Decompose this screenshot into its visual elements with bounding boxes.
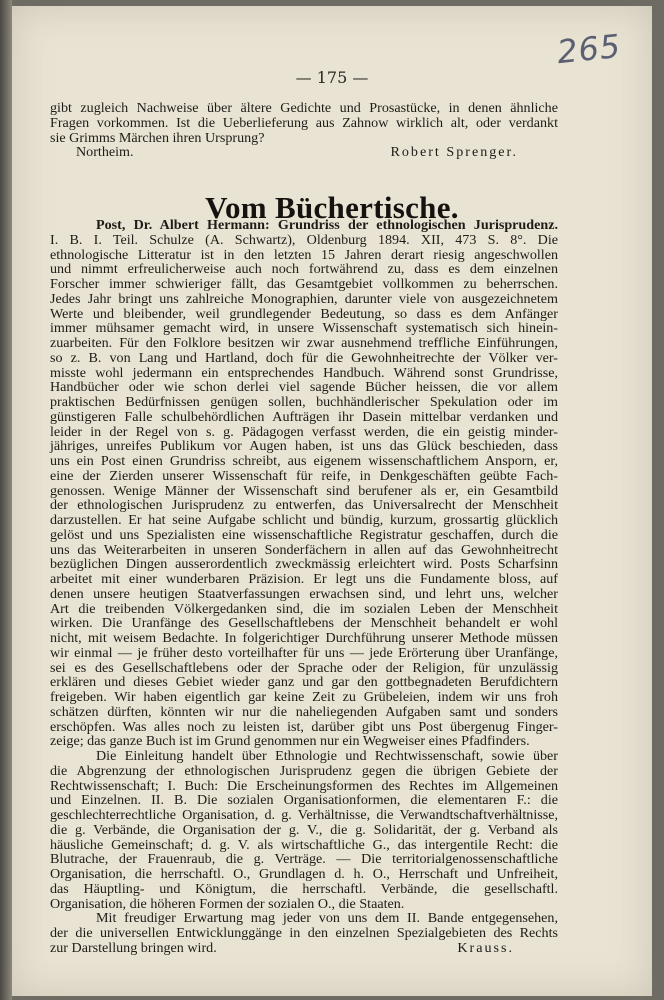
text-line: misste wohl jedermann ein entsprechendes Handbuch. Während sonst Grundrisse, xyxy=(50,364,558,381)
text-line: zuarbeiten. Für den Folklore besitzen wir zwar ausnehmend treffliche Einführungen, xyxy=(50,335,558,351)
text-line: praktischen Bedürfnissen genügen sollen, buchhändlerischer Spekulation oder im xyxy=(50,394,558,410)
text-line: uns das Weiterarbeiten in unseren Sonderfächern in allen auf das Gewohnheitrecht xyxy=(50,541,558,558)
review-citation: Post, Dr. Albert Hermann: Grundriss der ethnologischen Jurisprudenz. xyxy=(96,217,558,233)
text-line: gibt zugleich Nachweise über ältere Gedichte und Prosastücke, in denen ähnliche xyxy=(50,100,558,116)
text-line: der ethnologischen Jurisprudenz zu entwerfen, das Universalrecht der Menschheit xyxy=(50,497,558,514)
text-line: Handbücher oder wie schon derlei viel sagende Bücher heissen, die vor allem xyxy=(50,379,558,396)
text-line: Rechtwissenschaft; I. Buch: Die Erscheinungsformen des Rechtes im Allgemeinen xyxy=(50,777,558,794)
text-line: geschlechterrechtliche Organisation, d. g. Verhältnisse, die Verwandtschaftverhältnisse, xyxy=(50,807,558,823)
book-spine xyxy=(0,0,12,1000)
text-line: ethnologische Litteratur ist in den letzten 15 Jahren derart riesig angeschwollen xyxy=(50,246,558,263)
text-line: I. B. I. Teil. Schulze (A. Schwartz), Oldenburg 1894. XII, 473 S. 8°. Die xyxy=(50,231,558,248)
text-line: Forscher immer schwieriger fällt, das Gesamtgebiet vollkommen zu beherrschen. xyxy=(50,276,558,292)
handwritten-page-number: 265 xyxy=(555,26,623,72)
text-line: wirken. Die Uranfänge des Gesellschaftlebens der Menschheit behandelt er wohl xyxy=(50,615,558,632)
section-heading: Vom Büchertische. xyxy=(205,190,459,225)
text-line: das Häuptling- und Königtum, die herrschaftl. Verbände, die gesellschaftl. xyxy=(50,880,558,897)
text-line: Blutrache, der Frauenraub, die g. Verträge. — Die territorialgenossenschaftliche xyxy=(50,851,558,868)
text-line: zeige; das ganze Buch ist im Grund genommen nur ein Wegweiser eines Pfadfinders. xyxy=(50,733,530,750)
text-line: Werte und bleibender, weil grundlegender Bedeutung, so dass es dem Anfänger xyxy=(50,305,558,322)
text-line: nicht, mit weisem Bedachte. In folgerichtiger Durchführung unserer Methode müssen xyxy=(50,630,558,646)
text-line: der die universellen Entwicklunggänge in den einzelnen Spezialgebieten des Rechts xyxy=(50,925,558,941)
text-line: die Abgrenzung der ethnologischen Jurisprudenz gegen die übrigen Gebiete der xyxy=(50,762,558,779)
text-line: jähriges, unreifes Publikum vor Augen haben, ist uns das Glück beschieden, dass xyxy=(50,438,558,455)
text-line: Jedes Jahr bringt uns zahlreiche Monographien, darunter viele von ausgezeichnetem xyxy=(50,290,558,307)
text-line: Organisation, die höheren Formen der sozialen O., die Staaten. xyxy=(50,895,405,912)
closing-row xyxy=(50,941,558,956)
text-line: häusliche Gemeinschaft; d. g. V. als wirtschaftliche G., das intergentile Recht: die xyxy=(50,836,558,853)
review-body xyxy=(50,218,558,956)
intro-paragraph xyxy=(50,101,558,160)
text-line: die g. Verbände, die Organisation der g. V., die g. Solidarität, der g. Verband als xyxy=(50,821,558,838)
reviewer-signature: Krauss. xyxy=(457,939,514,956)
text-line: sei es des Gesellschaftlebens oder der Sprache oder der Religion, für unzulässig xyxy=(50,659,558,676)
text-line: so z. B. von Lang und Hartland, doch für die Gewohnheitrechte der Völker ver- xyxy=(50,349,558,366)
text-line: erschöpfen. Was alles noch zu leisten ist, darüber gibt uns Post übergenug Finger- xyxy=(50,718,558,735)
place-name: Northeim. xyxy=(76,144,134,161)
text-line: darzustellen. Er hat seine Aufgabe schlicht und bündig, kurzum, grossartig glücklich xyxy=(50,512,558,528)
text-line: uns ein Post einen Grundriss schreibt, aus eigenem wissenschaftlichem Ansporn, er, xyxy=(50,453,558,469)
author-signature: Robert Sprenger. xyxy=(390,144,518,161)
text-line: gelöst und uns Spezialisten eine wissenschaftliche Registratur geschaffen, durch die xyxy=(50,526,558,543)
text-line: günstigeren Falle schulbehördlichen Aufträgen ihr Dasein mittelbar verdanken und xyxy=(50,408,558,425)
text-line: wir einmal — je früher desto vorteilhafter für uns — jede Erörterung über Uranfänge, xyxy=(50,644,558,661)
text-line: schätzen dürften, könnten wir nur die naheliegenden Aufgaben samt und sonders xyxy=(50,703,558,720)
text-line: erklären und dieses Gebiet wieder ganz und gar den gottbegnadeten Berufdichtern xyxy=(50,674,558,691)
text-line: genossen. Wenige Männer der Wissenschaft sind berufener als er, ein Gesamtbild xyxy=(50,482,558,499)
text-line: und Einzelnen. II. B. Die sozialen Organisationformen, die elementaren F.: die xyxy=(50,792,558,809)
text-line: Organisation, die herrschaftl. O., Grundlagen d. h. O., Herrschaft und Unfreiheit, xyxy=(50,866,558,882)
text-line: Art die treibenden Völkergedanken sind, die im sozialen Leben der Menschheit xyxy=(50,600,558,617)
text-line: sie Grimms Märchen ihren Ursprung? xyxy=(50,129,265,146)
text-line: denen unsere heutigen Staatverfassungen erwachsen sind, und lehrt uns, welcher xyxy=(50,585,558,602)
text-line: Mit freudiger Erwartung mag jeder von uns dem II. Bande entgegensehen, xyxy=(96,910,558,927)
text-line: immer mühsamer gemacht wird, in unsere Wissenschaft systematisch sich hinein- xyxy=(50,320,558,337)
text-line: arbeitet mit einer wunderbaren Präzision. Er legt uns die Fundamente bloss, auf xyxy=(50,571,558,587)
text-line: freigeben. Wir haben eigentlich gar keine Zeit zu Grübeleien, indem wir uns froh xyxy=(50,689,558,705)
signature-row xyxy=(50,145,558,160)
text-line: zur Darstellung bringen wird. xyxy=(50,939,217,956)
text-line: bezüglichen Dingen ausserordentlich zweckmässig erleichtert wird. Posts Scharfsinn xyxy=(50,556,558,573)
text-line: leider in der Regel von s. g. Pädagogen verfasst werden, die ein geistig minder- xyxy=(50,423,558,440)
text-line: Die Einleitung handelt über Ethnologie und Rechtwissenschaft, sowie über xyxy=(96,748,558,764)
text-line: und nimmt erfreulicherweise auch noch fortwährend zu, dass es dem einzelnen xyxy=(50,261,558,278)
page-number: — 175 — xyxy=(295,68,369,87)
text-line: eine der Zierden unserer Wissenschaft für reife, in Denkgeschäften geübte Fach- xyxy=(50,467,558,484)
text-line: Fragen vorkommen. Ist die Ueberlieferung aus Zahnow wirklich alt, oder verdankt xyxy=(50,114,558,131)
